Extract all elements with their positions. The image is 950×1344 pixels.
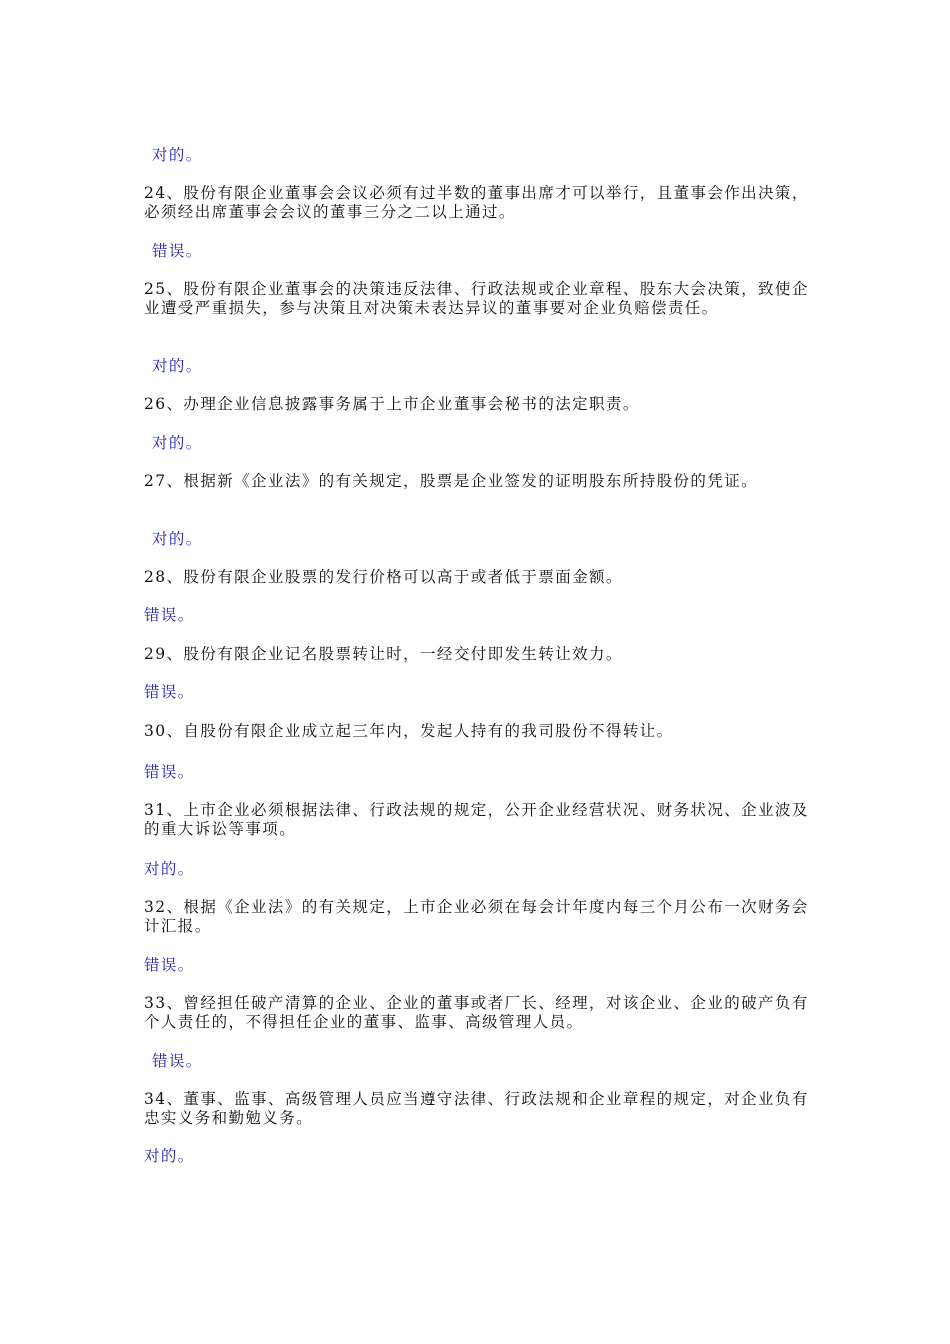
answer-29: 错误。 — [144, 683, 195, 701]
question-24: 24、股份有限企业董事会会议必须有过半数的董事出席才可以举行，且董事会作出决策，必须经出席董事会会议的董事三分之二以上通过。 — [144, 184, 809, 221]
question-28: 28、股份有限企业股票的发行价格可以高于或者低于票面金额。 — [144, 568, 623, 586]
question-34: 34、董事、监事、高级管理人员应当遵守法律、行政法规和企业章程的规定，对企业负有忠实义务和勤勉义务。 — [144, 1090, 809, 1127]
question-30: 30、自股份有限企业成立起三年内，发起人持有的我司股份不得转让。 — [144, 722, 674, 740]
question-33: 33、曾经担任破产清算的企业、企业的董事或者厂长、经理，对该企业、企业的破产负有个人责任的，不得担任企业的董事、监事、高级管理人员。 — [144, 994, 809, 1031]
answer-31: 对的。 — [144, 860, 195, 878]
answer-26: 对的。 — [152, 434, 203, 452]
answer-32: 错误。 — [144, 956, 195, 974]
question-32: 32、根据《企业法》的有关规定，上市企业必须在每会计年度内每三个月公布一次财务会计汇报。 — [144, 898, 809, 935]
question-31: 31、上市企业必须根据法律、行政法规的规定，公开企业经营状况、财务状况、企业波及的重大诉讼等事项。 — [144, 801, 809, 838]
answer-34: 对的。 — [144, 1147, 195, 1165]
answer-27: 对的。 — [152, 530, 203, 548]
answer-30: 错误。 — [144, 763, 195, 781]
question-29: 29、股份有限企业记名股票转让时，一经交付即发生转让效力。 — [144, 645, 623, 663]
answer-33: 错误。 — [152, 1052, 203, 1070]
question-27: 27、根据新《企业法》的有关规定，股票是企业签发的证明股东所持股份的凭证。 — [144, 472, 759, 490]
answer-28: 错误。 — [144, 606, 195, 624]
answer-23: 对的。 — [152, 146, 203, 164]
answer-24: 错误。 — [152, 242, 203, 260]
question-25: 25、股份有限企业董事会的决策违反法律、行政法规或企业章程、股东大会决策，致使企业遭受严重损失，参与决策且对决策未表达异议的董事要对企业负赔偿责任。 — [144, 280, 809, 317]
question-26: 26、办理企业信息披露事务属于上市企业董事会秘书的法定职责。 — [144, 395, 640, 413]
answer-25: 对的。 — [152, 357, 203, 375]
